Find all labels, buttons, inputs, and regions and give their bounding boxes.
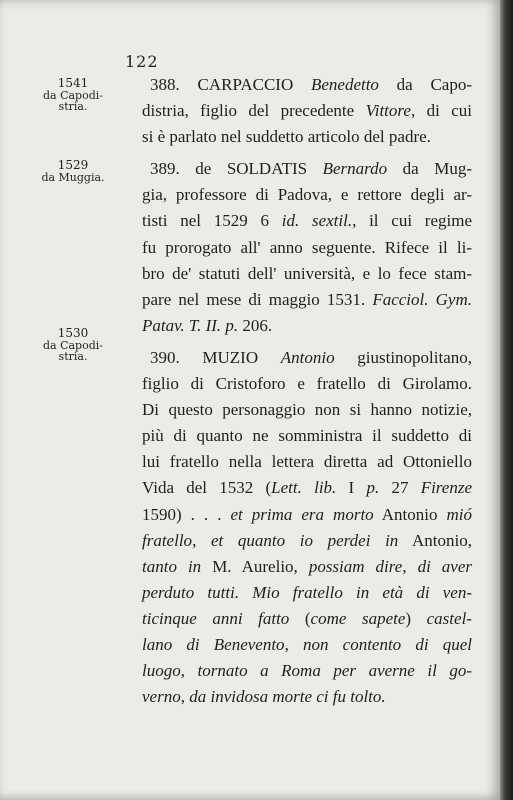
text-line (142, 371, 472, 397)
text-segment: Patav. T. II. p. (142, 315, 239, 335)
text-line (142, 632, 472, 658)
text-line (142, 72, 472, 98)
text-segment: 206. (238, 315, 273, 335)
text-segment: Firenze (420, 478, 472, 498)
text-segment: Vida del 1532 ( (142, 478, 272, 498)
text-segment: tornato a Roma per averne il go- (197, 661, 473, 681)
text-segment: non contento di quel (302, 634, 472, 654)
text-segment: M. Aurelio, (201, 556, 309, 576)
margin-note-place-cont: stria. (58, 100, 88, 113)
text-segment: da invidosa morte ci fu tolto. (189, 687, 386, 707)
text-segment: ( (289, 608, 311, 628)
text-line (142, 156, 472, 182)
entry-paragraph (142, 156, 472, 339)
text-segment: 390. MUZIO (150, 347, 281, 367)
page-number: 122 (125, 52, 159, 71)
text-segment: I (336, 478, 367, 498)
margin-note-year: 1529 (57, 158, 89, 172)
entry-paragraph (142, 345, 472, 710)
text-segment: di aver (417, 556, 473, 576)
text-segment: Antonio (373, 504, 447, 524)
margin-note-1530 (38, 328, 108, 362)
text-segment: fu prorogato all' anno seguente. Rifece il li- (142, 237, 472, 257)
text-segment: luogo (142, 661, 181, 681)
text-segment: lui fratello nella lettera diretta ad Ottoniello (142, 452, 472, 472)
text-line (142, 606, 472, 632)
text-segment: Vittore (365, 101, 411, 121)
text-segment: Bernardo (322, 159, 388, 179)
body-text (142, 72, 472, 712)
text-line (142, 449, 472, 475)
margin-note-1541 (38, 78, 108, 112)
text-segment: Antonio, (398, 530, 472, 550)
text-segment: , (284, 634, 303, 654)
text-segment: ticinque anni fatto (142, 608, 290, 628)
text-line (142, 124, 472, 150)
margin-note-place: da Capodi- (42, 339, 103, 352)
margin-note-place: da Capodi- (42, 89, 103, 102)
text-segment: tanto in (142, 556, 202, 576)
text-segment: , il cui regime (352, 211, 472, 231)
text-line (142, 235, 472, 261)
text-segment: , (180, 661, 198, 681)
text-line (142, 397, 472, 423)
text-segment: Facciol. Gym. (372, 289, 472, 309)
text-line (142, 287, 472, 313)
text-line (142, 684, 472, 710)
text-segment: come sapete (310, 608, 406, 628)
text-line (142, 475, 472, 501)
text-segment: p. (366, 478, 380, 498)
text-segment: perduto tutti. Mio fratello in età di ven- (142, 582, 472, 602)
text-line (142, 502, 472, 528)
text-line (142, 98, 472, 124)
text-segment: Lett. lib. (271, 478, 337, 498)
book-spine (500, 0, 513, 800)
margin-note-year: 1541 (57, 76, 89, 90)
text-line (142, 208, 472, 234)
text-segment: , (180, 687, 190, 707)
margin-note-year: 1530 (57, 326, 89, 340)
text-segment: , (192, 530, 211, 550)
text-segment: id. sextil. (281, 211, 353, 231)
text-segment: da Capo- (378, 75, 472, 94)
text-segment: Di questo personaggio non si hanno notizie, (142, 400, 472, 420)
text-line (142, 182, 472, 208)
text-segment: pare nel mese di maggio 1531. (142, 289, 373, 309)
text-segment: tisti nel 1529 6 (142, 211, 282, 231)
text-line (142, 345, 472, 371)
text-segment: ) (405, 608, 427, 628)
text-segment: 389. de SOLDATIS (150, 159, 323, 179)
text-segment: , (402, 556, 418, 576)
text-segment: 388. CARPACCIO (150, 75, 311, 94)
text-segment: castel- (426, 608, 472, 628)
text-line (142, 313, 472, 339)
text-segment: verno (142, 687, 181, 707)
entry-paragraph (142, 72, 472, 150)
text-segment: mió (446, 504, 472, 524)
text-segment: si è parlato nel suddetto articolo del padre. (142, 127, 431, 147)
text-segment: et prima era morto (230, 504, 374, 524)
text-line (142, 554, 472, 580)
margin-note-place: da Muggia. (41, 171, 105, 184)
text-segment: lano di Benevento (142, 634, 285, 654)
text-line (142, 528, 472, 554)
text-segment: Antonio (280, 347, 335, 367)
text-segment: distria, figlio del precedente (142, 101, 366, 121)
margin-note-place-cont: stria. (58, 350, 88, 363)
text-segment: bro de' statuti dell' università, e lo fece stam- (142, 263, 472, 283)
text-segment: fratello (142, 530, 193, 550)
text-segment: gia, professore di Padova, e rettore degli ar- (142, 185, 472, 205)
text-segment: da Mug- (387, 159, 472, 179)
text-line (142, 261, 472, 287)
text-segment: figlio di Cristoforo e fratello di Girolamo. (142, 374, 472, 394)
text-segment: Benedetto (310, 75, 379, 94)
text-line (142, 580, 472, 606)
text-segment: et quanto io perdei in (210, 530, 399, 550)
text-segment: possiam dire (308, 556, 403, 576)
text-segment: più di quanto ne somministra il suddetto di (142, 426, 472, 446)
text-segment: 27 (379, 478, 421, 498)
margin-note-1529 (38, 160, 108, 183)
text-line (142, 423, 472, 449)
text-line (142, 658, 472, 684)
text-segment: giustinopolitano, (334, 347, 473, 367)
text-segment: 1590) . . . (142, 504, 231, 524)
text-segment: , di cui (410, 101, 473, 121)
